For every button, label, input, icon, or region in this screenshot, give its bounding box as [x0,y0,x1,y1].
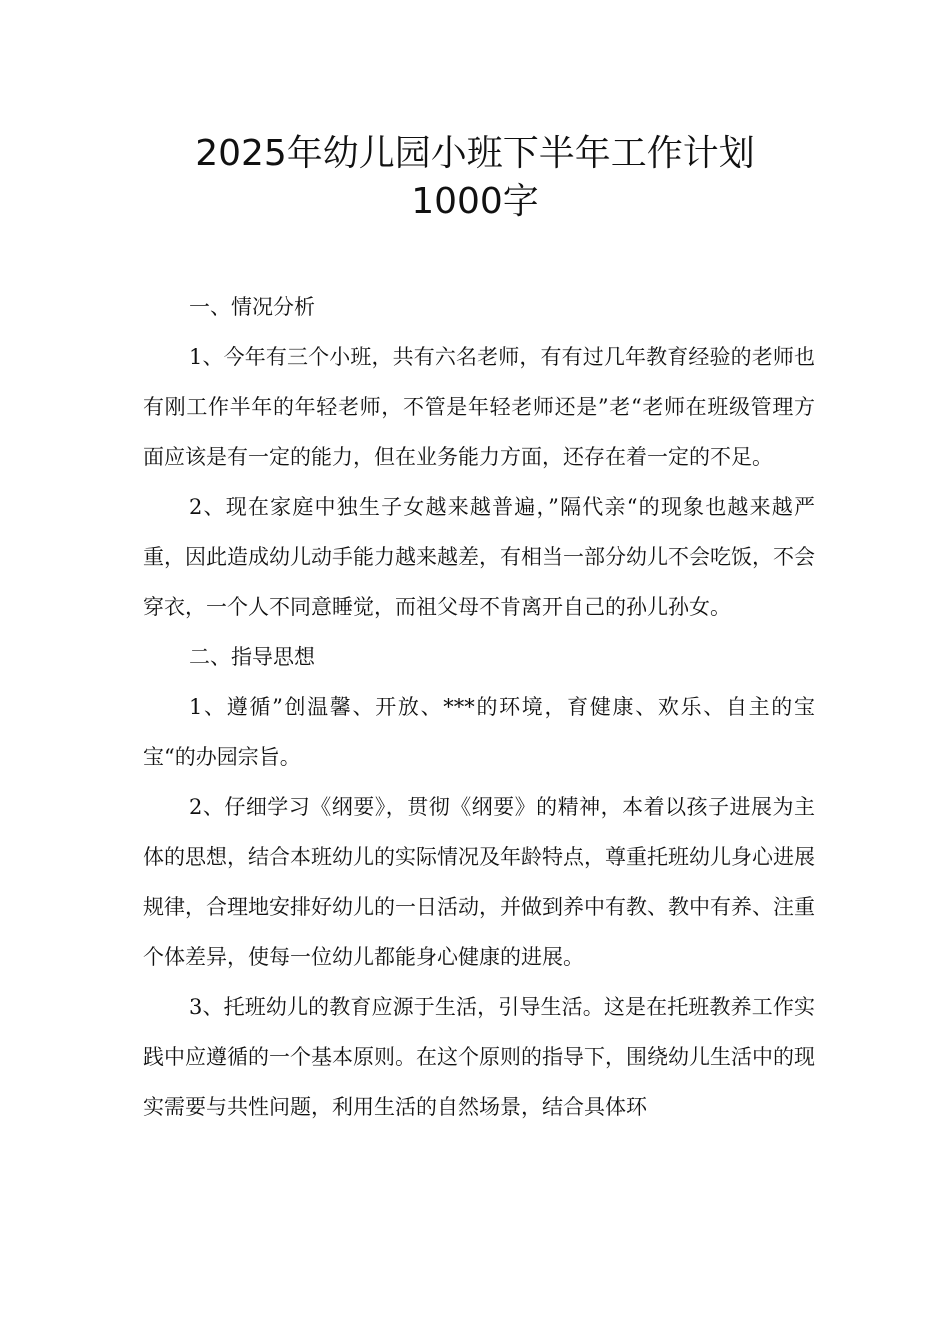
section-heading-guiding-ideology: 二、指导思想 [189,645,315,669]
document-title-line-1: 2025年幼儿园小班下半年工作计划 [195,133,755,174]
paragraph: 3、托班幼儿的教育应源于生活，引导生活。这是在托班教养工作实践中应遵循的一个基本原则。在这个原则的指导下，围绕幼儿生活中的现实需要与共性问题，利用生活的自然场景，结合具体环 [143,995,815,1119]
paragraph: 1、今年有三个小班，共有六名老师，有有过几年教育经验的老师也有刚工作半年的年轻老师，不管是年轻老师还是”老“老师在班级管理方面应该是有一定的能力，但在业务能力方面，还存在着一定的不足。 [143,345,815,469]
document-body [143,282,815,1132]
section-heading-situation-analysis: 一、情况分析 [189,295,315,319]
paragraph: 1、遵循”创温馨、开放、***的环境，育健康、欢乐、自主的宝宝“的办园宗旨。 [143,695,815,769]
paragraph: 2、现在家庭中独生子女越来越普遍，”隔代亲“的现象也越来越严重，因此造成幼儿动手能力越来越差，有相当一部分幼儿不会吃饭，不会穿衣，一个人不同意睡觉，而祖父母不肯离开自己的孙儿孙女。 [143,495,815,619]
paragraph: 2、仔细学习《纲要》，贯彻《纲要》的精神，本着以孩子进展为主体的思想，结合本班幼儿的实际情况及年龄特点，尊重托班幼儿身心进展规律，合理地安排好幼儿的一日活动，并做到养中有教、教中有养、注重个体差异，使每一位幼儿都能身心健康的进展。 [143,795,815,969]
document-title-line-2: 1000字 [411,181,539,222]
